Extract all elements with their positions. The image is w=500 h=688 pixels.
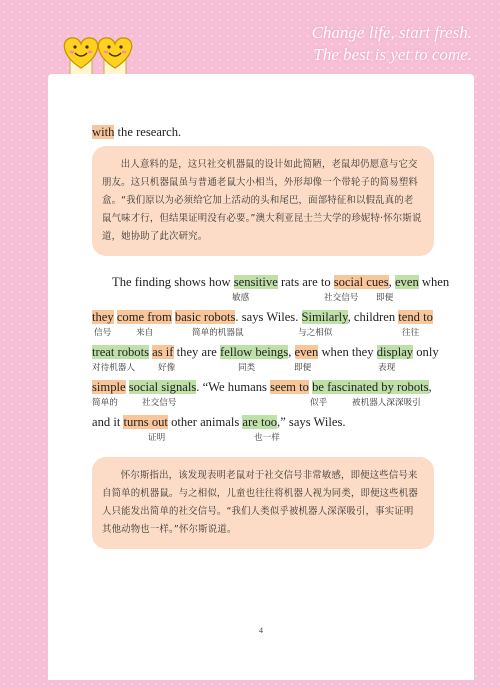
highlight-as-if: as if <box>152 345 174 359</box>
text-segment: they are <box>173 345 221 359</box>
gloss: 来自 <box>136 328 154 338</box>
banner-line-1: Change life, start fresh. <box>311 23 472 42</box>
translation-box-1 <box>92 146 434 256</box>
highlight-social-cues: social cues <box>333 275 389 289</box>
para-row-2 <box>92 309 434 344</box>
text-segment: . “We humans <box>196 380 271 394</box>
english-paragraph <box>92 274 450 449</box>
text-segment: the research. <box>114 125 182 139</box>
text-segment: rats are to <box>277 275 334 289</box>
banner-line-2: The best is yet to come. <box>313 45 472 64</box>
highlight-be-fascinated-by-robots: be fascinated by robots <box>312 380 429 394</box>
gloss: 信号 <box>94 328 112 338</box>
highlight-treat-robots: treat robots <box>92 345 150 359</box>
text-segment: and it <box>92 415 124 429</box>
gloss: 好像 <box>158 363 176 373</box>
page-sheet <box>48 74 474 680</box>
gloss: 也一样 <box>254 433 280 443</box>
page-content <box>92 124 450 549</box>
gloss: 社交信号 <box>324 293 359 303</box>
gloss: 往往 <box>402 328 420 338</box>
gloss: 与之相似 <box>298 328 333 338</box>
highlight-come-from: come from <box>116 310 172 324</box>
highlight-are-too: are too <box>242 415 278 429</box>
highlight-seem-to: seem to <box>270 380 309 394</box>
gloss: 证明 <box>148 433 166 443</box>
top-line <box>92 124 434 140</box>
para-row-1 <box>92 274 450 309</box>
text-segment: , <box>288 345 295 359</box>
translation-text-1: 出人意料的是，这只社交机器鼠的设计如此简陋，老鼠却仍愿意与它交朋友。这只机器鼠虽与普通老鼠大小相当，外形却像一个带轮子的简易塑料盒。“我们原以为必须给它加上活动的头和尾巴，面部特征和以假乱真的老鼠气味才行，但结果证明没有必要。”澳大利亚昆士兰大学的珍妮特·怀尔斯说道，她协助了此次研究。 <box>102 159 422 242</box>
highlight-with: with <box>92 125 115 139</box>
highlight-simple: simple <box>92 380 126 394</box>
gloss: 即便 <box>376 293 394 303</box>
gloss: 简单的机器鼠 <box>192 328 244 338</box>
highlight-fellow-beings: fellow beings <box>220 345 289 359</box>
text-segment: when <box>418 275 450 289</box>
highlight-basic-robots: basic robots <box>174 310 236 324</box>
gloss: 同类 <box>238 363 256 373</box>
text-segment: . says Wiles. <box>235 310 302 324</box>
translation-box-2 <box>92 457 434 549</box>
highlight-sensitive: sensitive <box>233 275 278 289</box>
gloss: 被机器人深深吸引 <box>352 398 421 408</box>
text-segment: The finding shows how <box>112 275 234 289</box>
highlight-even: even <box>394 275 419 289</box>
para-row-5 <box>92 414 434 449</box>
para-line-1 <box>112 274 449 290</box>
text-segment: , <box>388 275 395 289</box>
highlight-similarly: Similarly <box>301 310 348 324</box>
gloss: 似乎 <box>310 398 328 408</box>
para-line-4 <box>92 379 432 395</box>
gloss: 简单的 <box>92 398 118 408</box>
text-segment: ,” says Wiles. <box>277 415 346 429</box>
highlight-display: display <box>376 345 414 359</box>
gloss: 社交信号 <box>142 398 177 408</box>
page-number: 4 <box>259 626 263 635</box>
gloss: 表现 <box>378 363 396 373</box>
para-row-3 <box>92 344 439 379</box>
para-line-5 <box>92 414 346 430</box>
gloss: 对待机器人 <box>92 363 135 373</box>
para-line-2 <box>92 309 433 325</box>
gloss: 敏感 <box>232 293 250 303</box>
translation-text-2: 怀尔斯指出，该发现表明老鼠对于社交信号非常敏感，即便这些信号来自简单的机器鼠。与之相似，儿童也往往将机器人视为同类，即便这些机器人只能发出简单的社交信号。“我们人类似乎被机器人深深吸引，事实证明其他动物也一样。”怀尔斯说道。 <box>102 470 418 535</box>
text-segment: only <box>413 345 439 359</box>
banner-text <box>272 22 472 66</box>
highlight-they: they <box>92 310 114 324</box>
text-segment: other animals <box>167 415 243 429</box>
text-segment: , <box>428 380 432 394</box>
highlight-social-signals: social signals <box>128 380 197 394</box>
text-segment: , children <box>347 310 399 324</box>
para-row-4 <box>92 379 434 414</box>
para-line-3 <box>92 344 439 360</box>
gloss: 即便 <box>294 363 312 373</box>
highlight-tend-to: tend to <box>398 310 433 324</box>
highlight-turns-out: turns out <box>123 415 168 429</box>
highlight-even: even <box>294 345 319 359</box>
text-segment: when they <box>318 345 377 359</box>
